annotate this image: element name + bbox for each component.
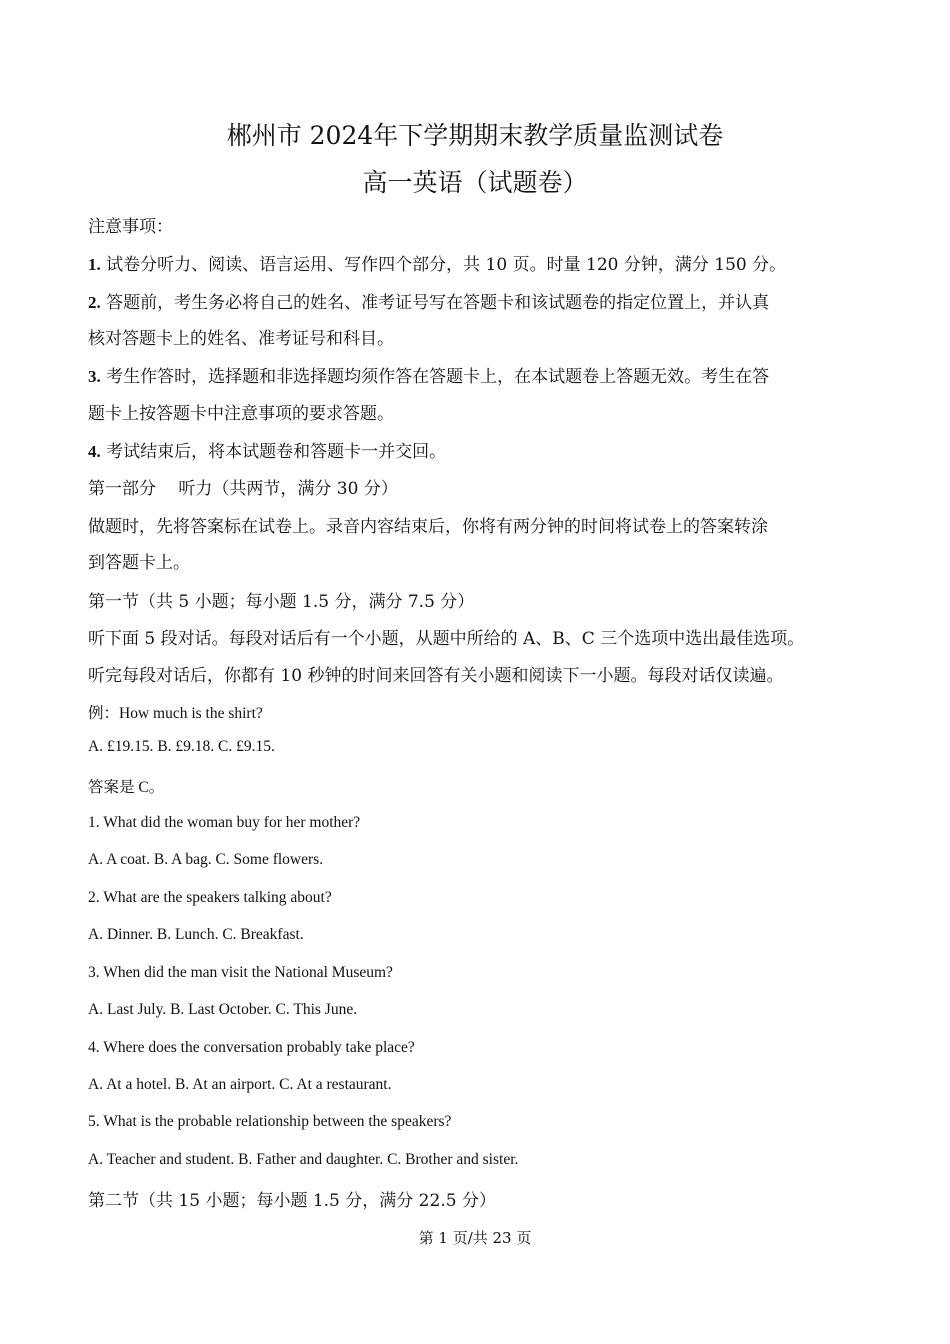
- example-answer: 答案是 C。: [88, 779, 165, 796]
- section1-instruction: 听下面 5 段对话。每段对话后有一个小题，从题中所给的 A、B、C 三个选项中选出最佳选项。: [88, 629, 805, 649]
- notice-2-continued: 核对答题卡上的姓名、准考证号和科目。: [88, 329, 394, 349]
- example-question: 例：How much is the shirt?: [88, 705, 263, 722]
- notice-4: [88, 437, 446, 462]
- notice-heading: 注意事项：: [88, 217, 173, 237]
- section2-heading: 第二节（共 15 小题；每小题 1.5 分，满分 22.5 分）: [88, 1191, 496, 1211]
- notice-2: [88, 288, 769, 313]
- notice-text: 试卷分听力、阅读、语言运用、写作四个部分，共 10 页。时量 120 分钟，满分 150 分。: [106, 255, 787, 275]
- section1-instruction-continued: 听完每段对话后，你都有 10 秒钟的时间来回答有关小题和阅读下一小题。每段对话仅读遍。: [88, 666, 784, 686]
- question-5: 5. What is the probable relationship between the speakers?: [88, 1113, 452, 1130]
- notice-number: 2.: [88, 293, 101, 312]
- section1-heading: 第一节（共 5 小题；每小题 1.5 分，满分 7.5 分）: [88, 592, 475, 612]
- question-3-options: A. Last July. B. Last October. C. This June.: [88, 1001, 358, 1018]
- part1-instruction: 做题时，先将答案标在试卷上。录音内容结束后，你将有两分钟的时间将试卷上的答案转涂: [88, 517, 768, 537]
- question-2: 2. What are the speakers talking about?: [88, 889, 332, 906]
- example-options: A. £19.15. B. £9.18. C. £9.15.: [88, 738, 275, 755]
- exam-title: 郴州市 2024年下学期期末教学质量监测试卷: [226, 121, 724, 150]
- notice-3-continued: 题卡上按答题卡中注意事项的要求答题。: [88, 404, 394, 424]
- notice-1: [88, 250, 786, 275]
- notice-text: 答题前，考生务必将自己的姓名、准考证号写在答题卡和该试题卷的指定位置上，并认真: [106, 293, 770, 313]
- notice-number: 3.: [88, 367, 101, 386]
- part1-instruction-continued: 到答题卡上。: [88, 553, 190, 573]
- notice-3: [88, 362, 769, 387]
- page-footer: 第 1 页/共 23 页: [418, 1229, 532, 1247]
- question-1-options: A. A coat. B. A bag. C. Some flowers.: [88, 851, 324, 868]
- question-3: 3. When did the man visit the National Museum?: [88, 964, 393, 981]
- question-2-options: A. Dinner. B. Lunch. C. Breakfast.: [88, 926, 304, 943]
- question-1: 1. What did the woman buy for her mother?: [88, 814, 361, 831]
- question-5-options: A. Teacher and student. B. Father and daughter. C. Brother and sister.: [88, 1151, 519, 1168]
- notice-number: 4.: [88, 442, 101, 461]
- question-4: 4. Where does the conversation probably take place?: [88, 1039, 415, 1056]
- notice-text: 考生作答时，选择题和非选择题均须作答在答题卡上，在本试题卷上答题无效。考生在答: [106, 367, 770, 387]
- notice-number: 1.: [88, 255, 101, 274]
- part1-heading: 第一部分 听力（共两节，满分 30 分）: [88, 479, 398, 499]
- question-4-options: A. At a hotel. B. At an airport. C. At a restaurant.: [88, 1076, 392, 1093]
- notice-text: 考试结束后，将本试题卷和答题卡一并交回。: [106, 442, 447, 462]
- exam-subtitle: 高一英语（试题卷）: [362, 168, 588, 197]
